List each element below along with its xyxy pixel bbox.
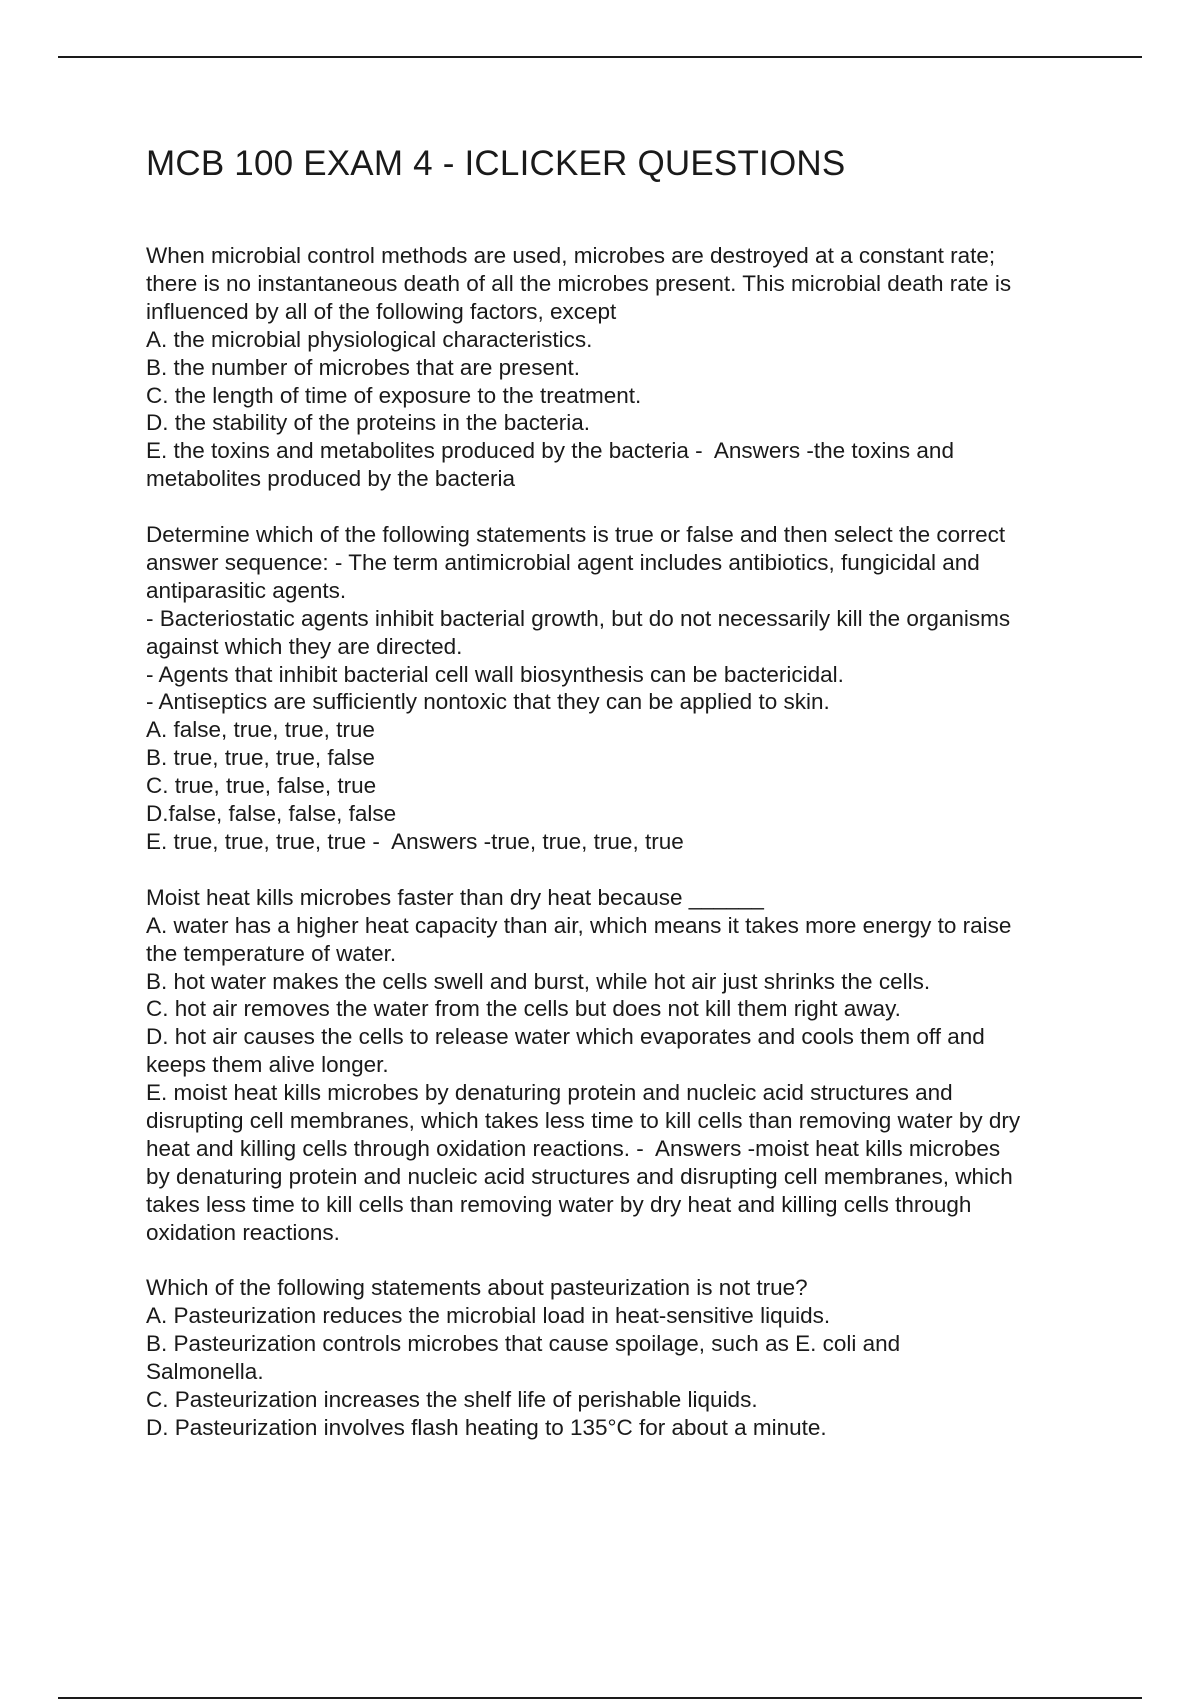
answer-option: heat and killing cells through oxidation reactions. - Answers -moist heat kills microbes	[146, 1135, 1001, 1161]
question-block-3	[146, 884, 1106, 1247]
answer-option: A. water has a higher heat capacity than air, which means it takes more energy to raise	[146, 912, 1012, 938]
answer-option: A. false, true, true, true	[146, 717, 375, 743]
question-line: When microbial control methods are used, microbes are destroyed at a constant rate;	[146, 243, 996, 268]
question-line: antiparasitic agents.	[146, 577, 347, 603]
question-line: Moist heat kills microbes faster than dry heat because ______	[146, 884, 764, 910]
statement-line: - Bacteriostatic agents inhibit bacterial growth, but do not necessarily kill the organisms	[146, 605, 1011, 631]
answer-option: A. the microbial physiological characteristics.	[146, 326, 593, 352]
answer-option: E. true, true, true, true - Answers -true, true, true, true	[146, 829, 684, 855]
answer-option: the temperature of water.	[146, 940, 397, 966]
answer-option: C. Pasteurization increases the shelf life of perishable liquids.	[146, 1387, 758, 1413]
answer-option: E. moist heat kills microbes by denaturing protein and nucleic acid structures and	[146, 1080, 953, 1106]
answer-option: B. the number of microbes that are present.	[146, 354, 580, 380]
question-line: answer sequence: - The term antimicrobial agent includes antibiotics, fungicidal and	[146, 549, 980, 575]
answer-option: C. true, true, false, true	[146, 773, 377, 799]
header-rule	[58, 56, 1142, 58]
answer-line: metabolites produced by the bacteria	[146, 466, 515, 492]
answer-option: A. Pasteurization reduces the microbial load in heat-sensitive liquids.	[146, 1303, 831, 1329]
question-block-4	[146, 1274, 1106, 1441]
answer-option: D. the stability of the proteins in the bacteria.	[146, 410, 590, 436]
answer-option: E. the toxins and metabolites produced by the bacteria - Answers -the toxins and	[146, 438, 954, 464]
footer-rule	[58, 1697, 1142, 1699]
answer-option: disrupting cell membranes, which takes less time to kill cells than removing water by dry	[146, 1108, 1021, 1134]
statement-line: against which they are directed.	[146, 633, 463, 659]
answer-option: D.false, false, false, false	[146, 801, 397, 827]
answer-line: takes less time to kill cells than removing water by dry heat and killing cells through	[146, 1191, 972, 1217]
page-title: MCB 100 EXAM 4 - ICLICKER QUESTIONS	[146, 144, 846, 183]
answer-line: by denaturing protein and nucleic acid structures and disrupting cell membranes, which	[146, 1163, 1013, 1189]
question-block-1	[146, 242, 1106, 493]
answer-option: B. true, true, true, false	[146, 745, 375, 771]
answer-option: Salmonella.	[146, 1359, 264, 1385]
answer-option: D. Pasteurization involves flash heating to 135°C for about a minute.	[146, 1415, 827, 1441]
answer-option: C. hot air removes the water from the cells but does not kill them right away.	[146, 996, 901, 1022]
answer-option: B. hot water makes the cells swell and burst, while hot air just shrinks the cells.	[146, 968, 931, 994]
question-line: Determine which of the following statements is true or false and then select the correct	[146, 522, 1006, 548]
statement-line: - Agents that inhibit bacterial cell wall biosynthesis can be bactericidal.	[146, 661, 844, 687]
answer-option: C. the length of time of exposure to the treatment.	[146, 382, 642, 408]
answer-option: D. hot air causes the cells to release water which evaporates and cools them off and	[146, 1024, 985, 1050]
answer-option: keeps them alive longer.	[146, 1052, 389, 1078]
answer-option: B. Pasteurization controls microbes that cause spoilage, such as E. coli and	[146, 1331, 901, 1357]
question-line: there is no instantaneous death of all the microbes present. This microbial death rate is	[146, 270, 1012, 296]
question-list	[146, 242, 1106, 1470]
question-line: influenced by all of the following factors, except	[146, 298, 617, 324]
answer-line: oxidation reactions.	[146, 1219, 340, 1245]
statement-line: - Antiseptics are sufficiently nontoxic that they can be applied to skin.	[146, 689, 830, 715]
question-line: Which of the following statements about pasteurization is not true?	[146, 1275, 808, 1301]
question-block-2	[146, 521, 1106, 856]
